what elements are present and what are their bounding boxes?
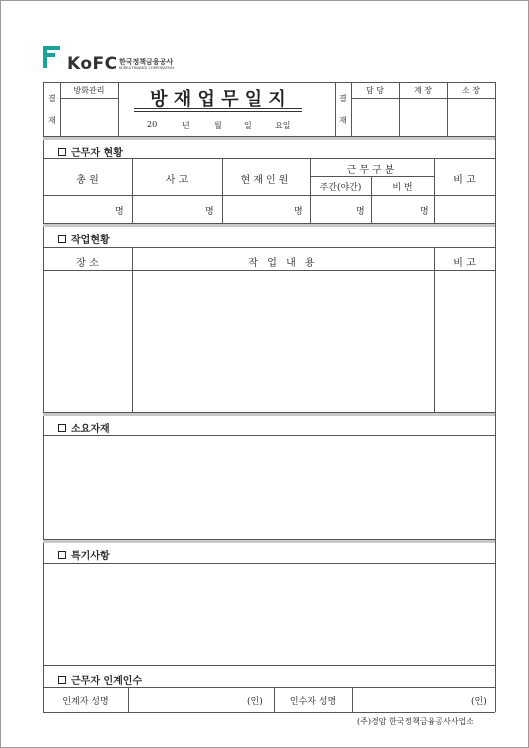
header-duty-type: 근무구분 — [346, 165, 398, 176]
section-box-icon — [58, 235, 66, 243]
section-workers-title: 근무자 현황 — [58, 144, 123, 159]
section-box-icon — [58, 424, 66, 432]
section-box-icon — [58, 551, 66, 559]
approval-role-staff: 담 당 — [366, 86, 384, 95]
materials-area[interactable] — [44, 436, 494, 539]
header-accident: 사 고 — [165, 175, 189, 186]
approval-right-label-top: 결 — [339, 94, 347, 103]
section-box-icon — [58, 148, 66, 156]
section-handover-title: 근무자 인계인수 — [58, 672, 142, 687]
approval-left-label-top: 결 — [48, 94, 56, 103]
handover-giver-label: 인계자 성명 — [62, 697, 109, 707]
section-materials-title: 소요자재 — [58, 420, 110, 435]
approval-left-label-bottom: 재 — [48, 116, 56, 125]
footer-company: (주)경암 한국정책금융공사사업소 — [357, 717, 474, 726]
date-month-unit: 월 — [214, 121, 222, 130]
header-location: 장 소 — [76, 258, 99, 269]
approval-role-chief: 계 장 — [414, 86, 432, 95]
handover-receiver-name-field[interactable] — [353, 688, 463, 711]
approval-role-director: 소 장 — [462, 86, 480, 95]
kofc-logo-icon — [41, 45, 63, 71]
section-notes-title: 특기사항 — [58, 547, 110, 562]
org-name-ko: 한국정책금융공사 — [119, 58, 174, 66]
section-box-icon — [58, 676, 66, 684]
handover-receiver-seal: (인) — [471, 697, 487, 707]
unit-total: 명 — [115, 207, 124, 217]
approval-right-label-bottom: 재 — [339, 116, 347, 125]
date-year-unit: 년 — [182, 121, 190, 130]
date-year: 20 — [147, 120, 158, 129]
handover-giver-name-field[interactable] — [129, 688, 239, 711]
header-day-night: 주간(야간) — [319, 183, 362, 193]
header-total-staff: 총 원 — [76, 175, 99, 186]
date-day-unit: 일 — [244, 121, 252, 130]
handover-giver-seal: (인) — [247, 697, 263, 707]
approval-fire-manager-label: 방화관리 — [73, 86, 105, 95]
header-work-remarks: 비 고 — [453, 258, 476, 269]
org-name-en: KOREA FINANCE CORPORATION — [119, 66, 174, 70]
header-current-staff: 현재인원 — [240, 175, 292, 186]
unit-accident: 명 — [205, 207, 214, 217]
page-title: 방 재 업 무 일 지 — [150, 89, 286, 110]
section-work-status-title: 작업현황 — [58, 231, 110, 246]
notes-area[interactable] — [44, 564, 494, 665]
logo-text: KoFC — [67, 54, 118, 74]
logo — [41, 45, 201, 77]
header-remarks: 비 고 — [453, 175, 476, 186]
unit-day-night: 명 — [356, 207, 365, 217]
header-work-content: 작 업 내 용 — [248, 258, 318, 269]
date-weekday-unit: 요일 — [275, 121, 291, 130]
header-off-duty: 비 번 — [392, 183, 413, 193]
handover-receiver-label: 인수자 성명 — [289, 697, 337, 707]
unit-current: 명 — [294, 207, 303, 217]
unit-off-duty: 명 — [420, 207, 429, 217]
